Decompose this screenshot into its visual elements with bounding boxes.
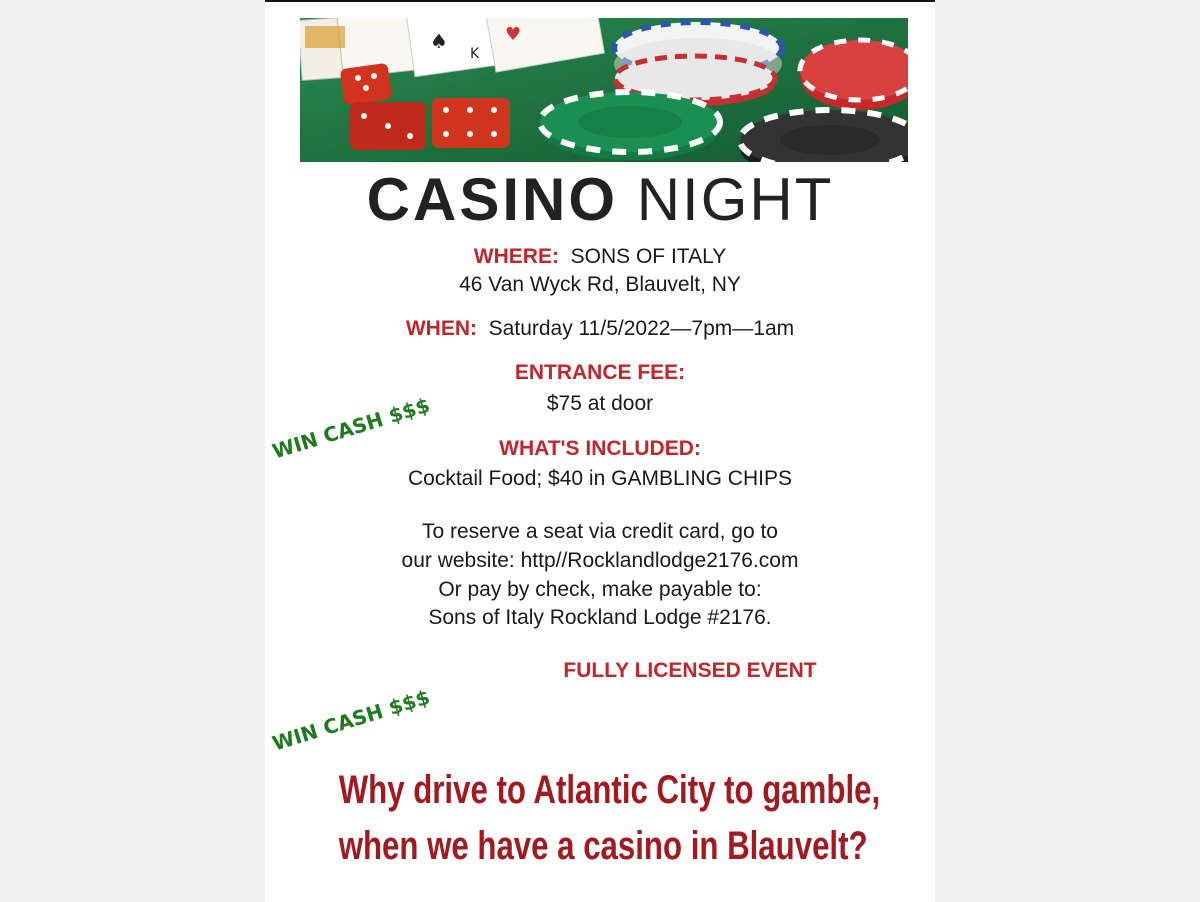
svg-text:K: K [470,46,480,62]
svg-text:♠: ♠ [430,29,448,53]
when-line [265,316,935,342]
reserve-line-4: Sons of Italy Rockland Lodge #2176. [428,606,772,629]
title-regular: NIGHT [636,166,834,233]
where-label: WHERE: [473,245,559,268]
tagline-line-2: when we have a casino in Blauvelt? [338,824,868,868]
reserve-line-2: our website: http//Rocklandlodge2176.com [401,549,799,572]
reserve-line-1: To reserve a seat via credit card, go to [421,520,778,543]
win-cash-badge-1: WIN CASH $$$ [269,392,433,464]
when-value: Saturday 11/5/2022—7pm—1am [488,317,795,340]
page-title [265,166,935,234]
reserve-line-3: Or pay by check, make payable to: [438,578,762,601]
casino-night-flyer [265,0,935,902]
where-line [265,244,935,270]
when-label: WHEN: [405,317,477,340]
included-value: Cocktail Food; $40 in GAMBLING CHIPS [408,467,792,490]
casino-chips-dice-cards-image [300,18,908,162]
where-value: SONS OF ITALY [570,245,727,268]
where-address: 46 Van Wyck Rd, Blauvelt, NY [459,273,741,296]
svg-text:♥: ♥ [505,24,522,45]
title-bold: CASINO [366,166,619,233]
tagline-line-1: Why drive to Atlantic City to gamble, [338,768,881,812]
included-label: WHAT'S INCLUDED: [499,437,701,460]
entrance-fee-value: $75 at door [546,392,654,415]
win-cash-badge-2: WIN CASH $$$ [269,684,433,756]
entrance-fee-label: ENTRANCE FEE: [514,361,686,384]
fully-licensed-event: FULLY LICENSED EVENT [563,659,817,682]
